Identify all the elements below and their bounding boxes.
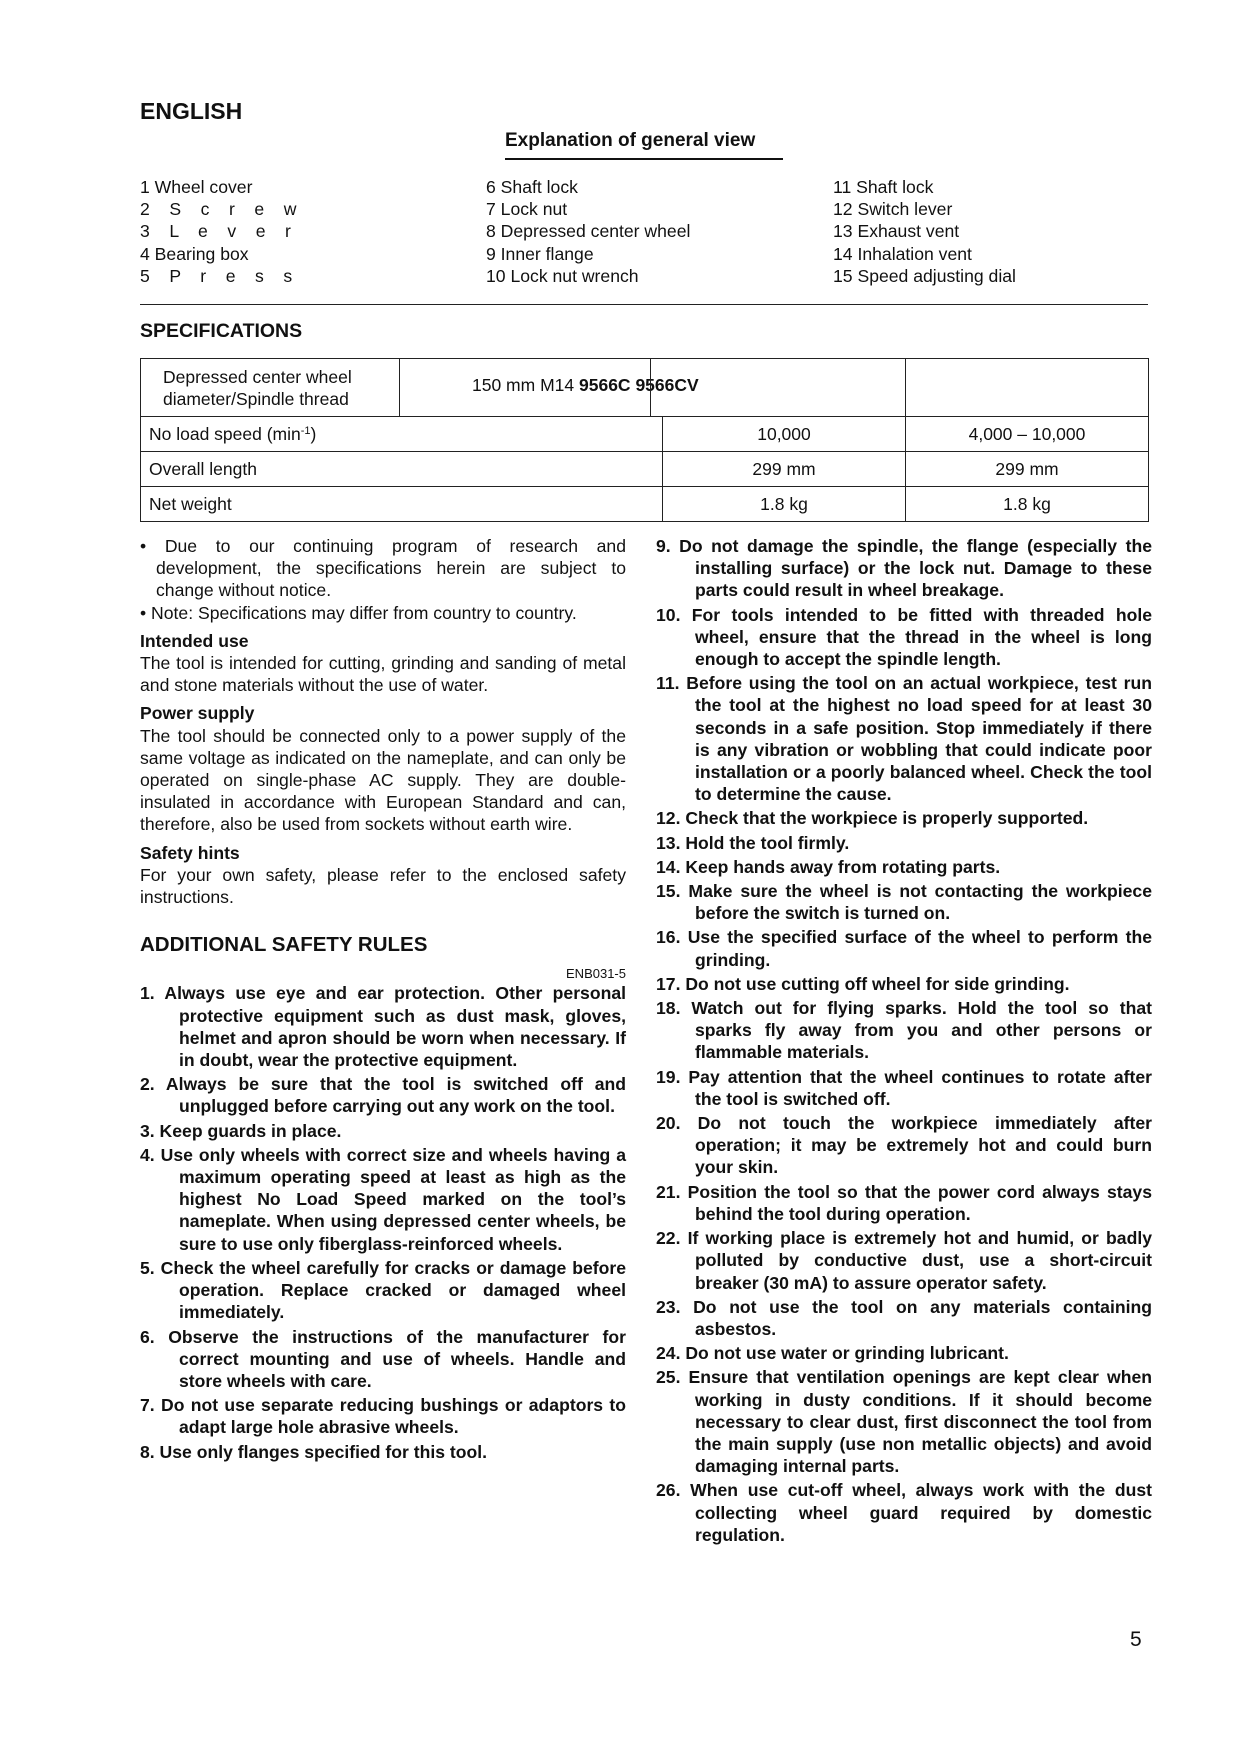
safety-rule: 5. Check the wheel carefully for cracks or damage before operation. Replace cracked or damaged wheel immediately. <box>140 1257 626 1323</box>
header-value-cell <box>400 359 906 417</box>
safety-rule: 22. If working place is extremely hot and humid, or badly polluted by conductive dust, use a short-circuit breaker (30 mA) to assure operator safety. <box>656 1228 1152 1293</box>
part-item: 1 Wheel cover <box>140 177 253 197</box>
page-number: 5 <box>1130 1628 1142 1651</box>
part-item: 10 Lock nut wrench <box>486 265 639 286</box>
specifications-table <box>140 358 1149 522</box>
row-value-a: 299 mm <box>663 452 906 487</box>
safety-hints-heading: Safety hints <box>140 842 240 863</box>
parts-list-col-3 <box>833 176 1016 287</box>
safety-rule: 8. Use only flanges specified for this tool. <box>140 1441 488 1462</box>
part-item: 8 Depressed center wheel <box>486 221 691 242</box>
power-supply-heading: Power supply <box>140 703 255 724</box>
part-item: 5 P r e s s <box>140 265 293 286</box>
safety-rule: 19. Pay attention that the wheel continues to rotate after the tool is switched off. <box>656 1066 1152 1109</box>
safety-rule: 11. Before using the tool on an actual workpiece, test run the tool at the highest no load speed for at least 30 seconds in a safe position. Stop immediately if there is any vibration or wobbling that could indicate poor installation or a poorly balanced wheel. Check the tool to determine the cause. <box>656 673 1152 805</box>
safety-rule: 23. Do not use the tool on any materials containing asbestos. <box>656 1296 1152 1339</box>
table-row <box>141 452 1149 487</box>
safety-rule: 4. Use only wheels with correct size and wheels having a maximum operating speed at least as high as the highest No Load Speed marked on the tool’s nameplate. When using depressed center wheels, be sure to use only fiberglass-reinforced wheels. <box>140 1144 626 1254</box>
additional-safety-heading: ADDITIONAL SAFETY RULES <box>140 933 428 957</box>
safety-rule: 18. Watch out for flying sparks. Hold the tool so that sparks fly away from you and other persons or flammable materials. <box>656 998 1152 1063</box>
power-supply-text: The tool should be connected only to a power supply of the same voltage as indicated on the nameplate, and can only be operated on single-phase AC supply. They are double-insulated in accordance with European Standard and can, therefore, also be used from sockets without earth wire. <box>140 725 626 835</box>
safety-rule: 16. Use the specified surface of the wheel to perform the grinding. <box>656 927 1152 970</box>
right-column <box>656 535 1152 1548</box>
row-value-b: 1.8 kg <box>906 487 1149 522</box>
row-label: Overall length <box>141 452 663 487</box>
part-item: 7 Lock nut <box>486 199 568 220</box>
safety-rule: 17. Do not use cutting off wheel for side grinding. <box>656 973 1070 994</box>
safety-rule: 1. Always use eye and ear protection. Other personal protective equipment such as dust mask, gloves, helmet and apron should be worn when necessary. If in doubt, wear the protective equipment. <box>140 983 626 1071</box>
safety-rule: 21. Position the tool so that the power cord always stays behind the tool during operation. <box>656 1181 1152 1224</box>
safety-rule: 13. Hold the tool firmly. <box>656 832 850 853</box>
safety-rule: 20. Do not touch the workpiece immediately after operation; it may be extremely hot and could burn your skin. <box>656 1113 1152 1178</box>
safety-rule: 7. Do not use separate reducing bushings or adaptors to adapt large hole abrasive wheels. <box>140 1395 626 1438</box>
safety-rule: 14. Keep hands away from rotating parts. <box>656 856 1001 877</box>
part-item: 13 Exhaust vent <box>833 221 960 242</box>
part-item: 3 L e v e r <box>140 221 291 242</box>
section-divider <box>140 304 1148 305</box>
column-divider <box>650 358 651 417</box>
part-item: 2 S c r e w <box>140 199 297 220</box>
spec-note: • Note: Specifications may differ from country to country. <box>140 602 577 623</box>
document-code: ENB031-5 <box>566 966 626 982</box>
intended-use-heading: Intended use <box>140 630 249 651</box>
header-label-cell: Depressed center wheel diameter/Spindle thread <box>141 359 400 417</box>
safety-rule: 25. Ensure that ventilation openings are kept clear when working in dusty conditions. If it should become necessary to clear dust, first disconnect the tool from the main supply (use non metallic objects) and avoid damaging internal parts. <box>656 1367 1152 1477</box>
safety-rule: 2. Always be sure that the tool is switched off and unplugged before carrying out any work on the tool. <box>140 1074 626 1117</box>
part-item: 15 Speed adjusting dial <box>833 265 1016 286</box>
spec-note: • Due to our continuing program of research and development, the specifications herein are subject to change without notice. <box>140 536 626 601</box>
parts-list-col-2 <box>486 176 690 287</box>
table-row <box>141 417 1149 452</box>
part-item: 6 Shaft lock <box>486 177 578 197</box>
safety-rule: 15. Make sure the wheel is not contacting the workpiece before the switch is turned on. <box>656 881 1152 924</box>
language-heading: ENGLISH <box>140 98 243 124</box>
intended-use-text: The tool is intended for cutting, grinding and sanding of metal and stone materials without the use of water. <box>140 653 626 696</box>
safety-rule: 3. Keep guards in place. <box>140 1120 342 1141</box>
model-numbers <box>472 375 699 396</box>
safety-rule: 12. Check that the workpiece is properly supported. <box>656 808 1089 829</box>
row-value-b: 299 mm <box>906 452 1149 487</box>
part-item: 9 Inner flange <box>486 243 594 264</box>
table-row <box>141 487 1149 522</box>
row-value-a: 10,000 <box>663 417 906 452</box>
safety-rule: 6. Observe the instructions of the manufacturer for correct mounting and use of wheels. Handle and store wheels with care. <box>140 1326 626 1391</box>
row-value-a: 1.8 kg <box>663 487 906 522</box>
safety-rule: 26. When use cut-off wheel, always work with the dust collecting wheel guard required by domestic regulation. <box>656 1480 1152 1545</box>
part-item: 11 Shaft lock <box>833 177 934 197</box>
general-view-title: Explanation of general view <box>505 130 783 160</box>
model-b: 9566CV <box>635 375 699 395</box>
safety-rule: 9. Do not damage the spindle, the flange (especially the installing surface) or the lock nut. Damage to these parts could result in wheel breakage. <box>656 536 1152 601</box>
safety-hints-text: For your own safety, please refer to the enclosed safety instructions. <box>140 864 626 908</box>
specifications-heading: SPECIFICATIONS <box>140 320 303 342</box>
header-value: 150 mm M14 <box>472 375 575 395</box>
row-value-b: 4,000 – 10,000 <box>906 417 1149 452</box>
part-item: 14 Inhalation vent <box>833 243 972 264</box>
row-label: No load speed $(\min^{-1})$ <box>141 417 663 452</box>
safety-rule: 24. Do not use water or grinding lubricant. <box>656 1343 1009 1364</box>
table-header-row <box>141 359 1149 417</box>
header-empty-cell <box>906 359 1149 417</box>
left-column <box>140 535 626 1465</box>
part-item: 12 Switch lever <box>833 199 953 220</box>
row-label: Net weight <box>141 487 663 522</box>
model-a: 9566C <box>579 375 631 395</box>
part-item: 4 Bearing box <box>140 243 249 264</box>
parts-list-col-1 <box>140 176 296 287</box>
safety-rule: 10. For tools intended to be fitted with threaded hole wheel, ensure that the thread in the wheel is long enough to accept the spindle length. <box>656 604 1152 670</box>
